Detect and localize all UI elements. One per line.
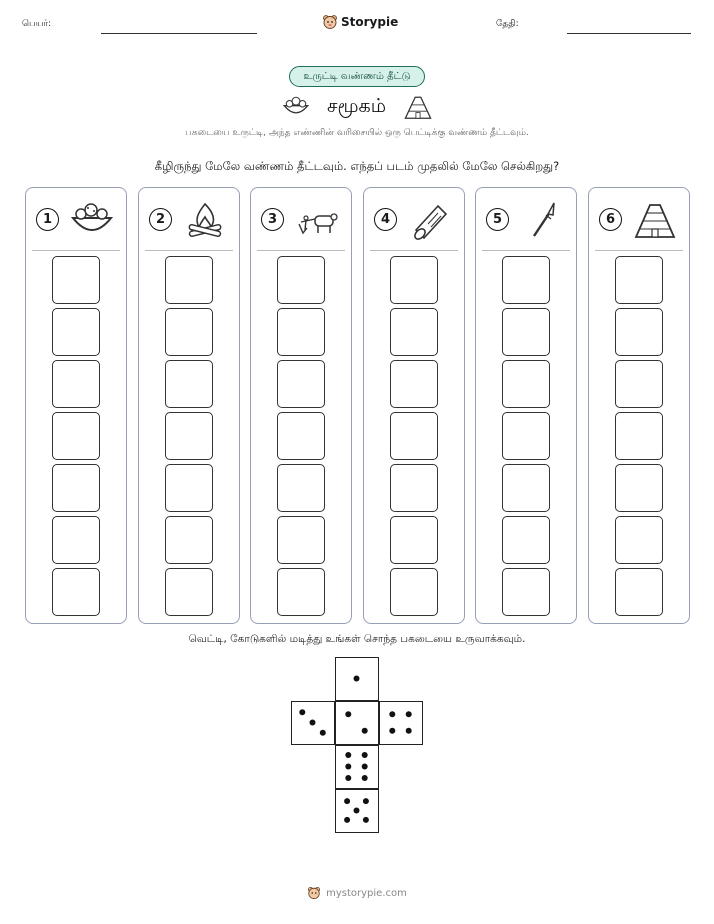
name-label: பெயர்: [22,19,52,29]
color-box[interactable] [615,412,663,460]
dice-pips [336,658,377,699]
activity-badge: உருட்டி வண்ணம் தீட்டு [289,66,425,87]
fruit-bowl-icon [70,200,114,240]
dice-face-5 [335,789,379,833]
dice-pips [336,702,377,743]
color-box[interactable] [52,256,100,304]
dice-pips [292,702,333,743]
pyramid-icon [402,93,434,121]
dice-face-1 [335,657,379,701]
column-number: 2 [149,208,172,231]
scroll-icon [408,200,452,240]
fruit-bowl-icon [281,94,311,120]
dice-pip [389,728,395,734]
dice-pips [336,746,377,787]
color-box[interactable] [615,360,663,408]
color-box[interactable] [165,308,213,356]
name-line[interactable] [101,33,257,34]
dice-pip [345,711,351,717]
color-box[interactable] [390,308,438,356]
cutout-instruction: வெட்டி, கோடுகளில் மடித்து உங்கள் சொந்த பகடையை உருவாக்கவும். [188,633,526,645]
pyramid-icon [633,200,677,240]
dice-face-3 [291,701,335,745]
instruction-text: பகடையை உருட்டி, அந்த எண்ணின் வரிசையில் ஒரு பெட்டிக்கு வண்ணம் தீட்டவும். [185,128,529,138]
color-box[interactable] [52,464,100,512]
column-number: 6 [599,208,622,231]
color-box[interactable] [390,464,438,512]
color-box[interactable] [52,308,100,356]
column-4 [363,187,465,624]
column-header [589,188,689,250]
dice-pip [362,752,368,758]
ox-plough-icon [295,200,339,240]
spear-icon [520,200,564,240]
color-box[interactable] [165,516,213,564]
color-box[interactable] [277,360,325,408]
column-divider [145,250,233,251]
color-box[interactable] [615,256,663,304]
column-5 [475,187,577,624]
column-number: 3 [261,208,284,231]
color-box[interactable] [52,568,100,616]
color-box[interactable] [502,360,550,408]
dice-pip [310,720,316,726]
column-header [476,188,576,250]
column-number: 4 [374,208,397,231]
color-box[interactable] [165,256,213,304]
column-2 [138,187,240,624]
dice-pip [362,775,368,781]
column-header [139,188,239,250]
color-box[interactable] [52,516,100,564]
color-box[interactable] [165,412,213,460]
footer [0,886,714,900]
color-box[interactable] [165,568,213,616]
color-box[interactable] [277,516,325,564]
color-box[interactable] [277,308,325,356]
date-line[interactable] [567,33,691,34]
dice-pip [345,764,351,770]
dice-pip [406,728,412,734]
dice-pip [406,711,412,717]
color-box[interactable] [502,568,550,616]
dice-pip [345,775,351,781]
column-6 [588,187,690,624]
date-label: தேதி: [496,19,519,29]
footer-site[interactable]: mystorypie.com [326,887,407,899]
column-number: 1 [36,208,59,231]
column-divider [257,250,345,251]
brand-logo [322,14,398,30]
color-box[interactable] [390,516,438,564]
dice-pip [362,764,368,770]
storypie-mascot-icon [307,886,321,900]
color-box[interactable] [502,464,550,512]
title-row [270,90,445,124]
color-box[interactable] [277,568,325,616]
dice-pips [380,702,421,743]
column-header [26,188,126,250]
dice-pip [320,730,326,736]
dice-pip [354,676,360,682]
dice-pip [344,798,350,804]
dice-pips [336,790,377,831]
color-box[interactable] [165,360,213,408]
column-divider [482,250,570,251]
column-divider [595,250,683,251]
dice-pip [362,728,368,734]
dice-pip [354,808,360,814]
color-box[interactable] [502,412,550,460]
color-box[interactable] [390,568,438,616]
column-divider [370,250,458,251]
dice-face-4 [379,701,423,745]
dice-pip [345,752,351,758]
color-box[interactable] [390,256,438,304]
dice-pip [363,798,369,804]
color-box[interactable] [277,464,325,512]
color-box[interactable] [615,308,663,356]
column-divider [32,250,120,251]
page-title: சமூகம் [326,94,386,117]
question-text: கீழிருந்து மேலே வண்ணம் தீட்டவும். எந்தப் படம் முதலில் மேலே செல்கிறது? [154,159,560,173]
color-box[interactable] [615,464,663,512]
color-box[interactable] [390,412,438,460]
color-box[interactable] [52,412,100,460]
dice-pip [344,817,350,823]
color-box[interactable] [615,516,663,564]
dice-pip [389,711,395,717]
column-header [364,188,464,250]
column-3 [250,187,352,624]
color-box[interactable] [502,516,550,564]
column-1 [25,187,127,624]
color-box[interactable] [52,360,100,408]
color-box[interactable] [277,412,325,460]
dice-pip [299,709,305,715]
brand-name: Storypie [341,15,399,29]
color-box[interactable] [390,360,438,408]
column-number: 5 [486,208,509,231]
color-box[interactable] [502,308,550,356]
color-box[interactable] [502,256,550,304]
campfire-icon [183,200,227,240]
dice-face-2 [335,701,379,745]
color-box[interactable] [165,464,213,512]
dice-pip [363,817,369,823]
dice-face-6 [335,745,379,789]
storypie-mascot-icon [322,14,338,30]
color-box[interactable] [277,256,325,304]
color-box[interactable] [615,568,663,616]
column-header [251,188,351,250]
